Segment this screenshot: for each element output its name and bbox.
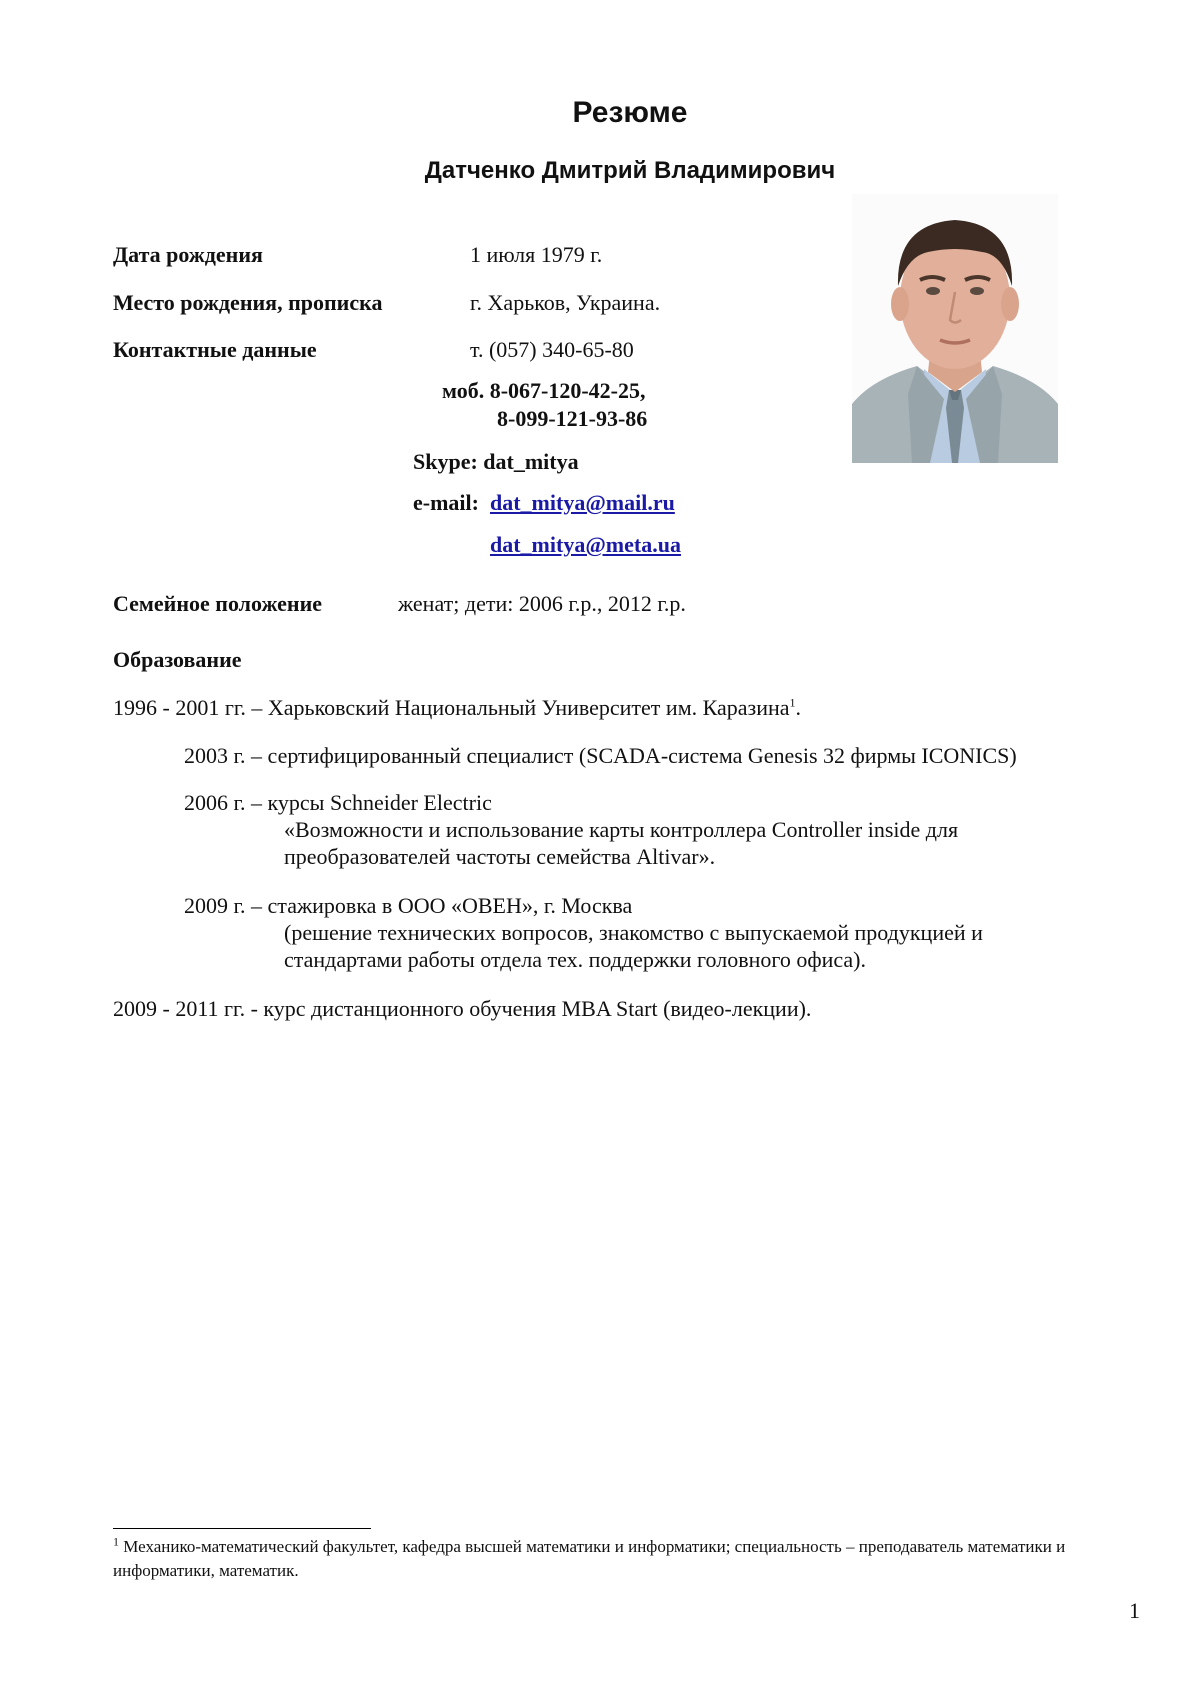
education-item-2009: 2009 г. – стажировка в ООО «ОВЕН», г. Москва bbox=[184, 893, 633, 918]
birth-date-label: Дата рождения bbox=[113, 242, 263, 267]
email-link-mail-ru[interactable]: dat_mitya@mail.ru bbox=[490, 490, 675, 515]
education-item-2006: 2006 г. – курсы Schneider Electric bbox=[184, 790, 492, 815]
education-item-2006-detail-2: преобразователей частоты семейства Altivar». bbox=[284, 844, 716, 869]
mobile-phone-1: моб. 8-067-120-42-25, bbox=[442, 378, 646, 403]
university-text: 1996 - 2001 гг. – Харьковский Национальный Университет им. Каразина bbox=[113, 695, 790, 720]
page-number: 1 bbox=[1129, 1598, 1140, 1623]
birth-date-value: 1 июля 1979 г. bbox=[470, 242, 603, 267]
email-label: e-mail: bbox=[413, 490, 479, 515]
email-link-meta-ua[interactable]: dat_mitya@meta.ua bbox=[490, 532, 681, 557]
university-line: 1996 - 2001 гг. – Харьковский Национальный Университет им. Каразина$^1$. bbox=[113, 695, 802, 720]
education-item-2003: 2003 г. – сертифицированный специалист (SCADA-система Genesis 32 фирмы ICONICS) bbox=[184, 743, 1017, 768]
education-item-2009-detail-2: стандартами работы отдела тех. поддержки головного офиса). bbox=[284, 947, 866, 972]
birth-place-value: г. Харьков, Украина. bbox=[470, 290, 661, 315]
phone-value: т. (057) 340-65-80 bbox=[470, 337, 634, 362]
education-item-2009-detail-1: (решение технических вопросов, знакомство с выпускаемой продукцией и bbox=[284, 920, 983, 945]
skype-contact: Skype: dat_mitya bbox=[413, 449, 579, 474]
footnote-reference: 1 bbox=[789, 695, 796, 710]
education-item-2006-detail-1: «Возможности и использование карты контроллера Controller inside для bbox=[284, 817, 959, 842]
portrait-photo-icon bbox=[852, 194, 1058, 463]
education-mba-line: 2009 - 2011 гг. - курс дистанционного обучения MBA Start (видео-лекции). bbox=[113, 996, 812, 1021]
family-status-label: Семейное положение bbox=[113, 591, 323, 616]
full-name: Датченко Дмитрий Владимирович bbox=[424, 157, 836, 184]
contacts-label: Контактные данные bbox=[113, 337, 317, 362]
footnote-mark: 1 bbox=[113, 1534, 119, 1549]
footnote-text: Механико-математический факультет, кафедра высшей математики и информатики; специальность – преподаватель математики и информатики, математик. bbox=[113, 1537, 1066, 1580]
mobile-phone-2: 8-099-121-93-86 bbox=[497, 406, 648, 431]
education-heading: Образование bbox=[113, 647, 242, 672]
family-status-value: женат; дети: 2006 г.р., 2012 г.р. bbox=[398, 591, 686, 616]
footnote-divider bbox=[113, 1528, 371, 1529]
birth-place-label: Место рождения, прописка bbox=[113, 290, 383, 315]
footnote bbox=[113, 1535, 1123, 1583]
page-title: Резюме bbox=[572, 96, 688, 129]
